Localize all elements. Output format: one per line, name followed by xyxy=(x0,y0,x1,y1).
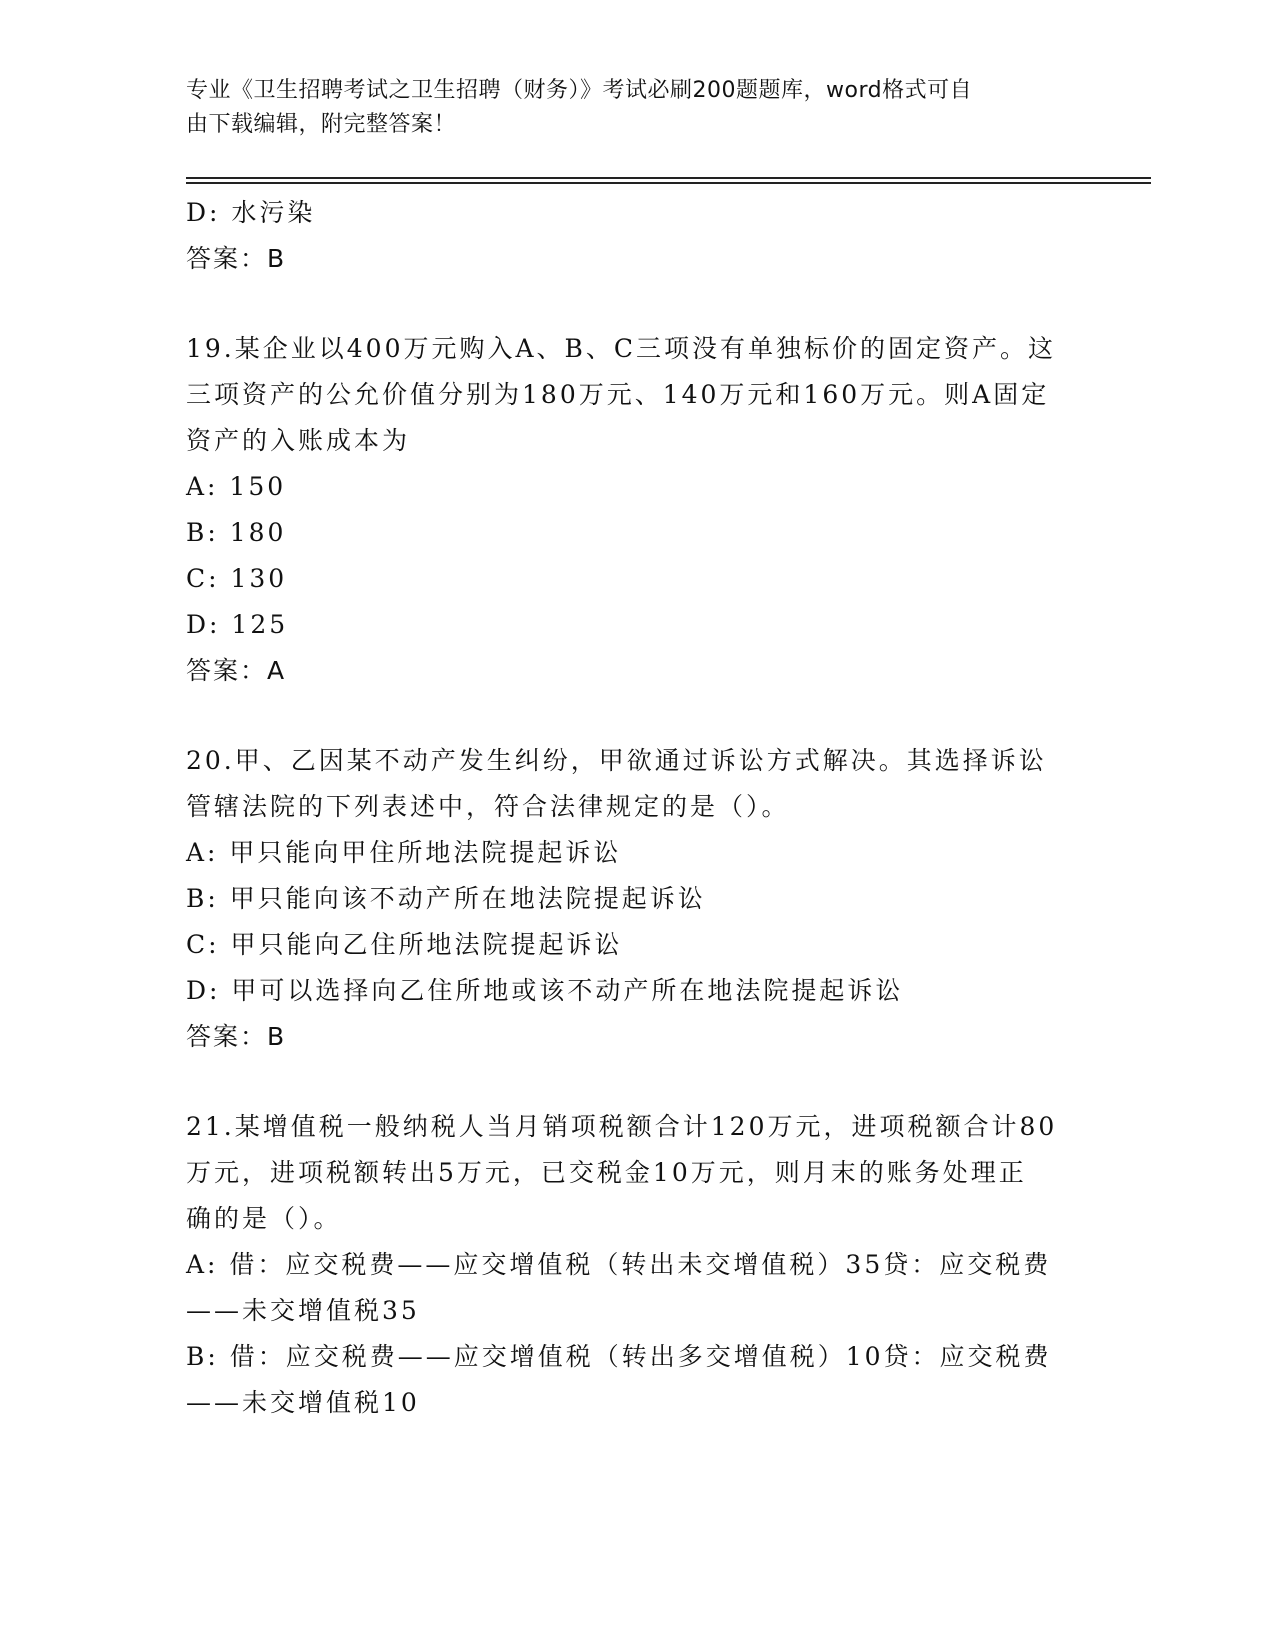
q21-stem-line-2: 万元，进项税额转出5万元，已交税金10万元，则月末的账务处理正 xyxy=(186,1158,1027,1187)
header-divider-top xyxy=(186,177,1151,179)
q21-option-b-line-1: B: 借：应交税费——应交增值税（转出多交增值税）10贷：应交税费 xyxy=(186,1342,1052,1371)
question-content xyxy=(186,190,1086,1426)
header-divider-bottom xyxy=(186,182,1151,184)
spacer xyxy=(186,282,1086,326)
prev-option-d: D: 水污染 xyxy=(186,198,316,227)
spacer xyxy=(186,694,1086,738)
q20-option-d: D: 甲可以选择向乙住所地或该不动产所在地法院提起诉讼 xyxy=(186,976,904,1005)
q20-option-c: C: 甲只能向乙住所地法院提起诉讼 xyxy=(186,930,623,959)
q20-answer: 答案：B xyxy=(186,1022,287,1051)
q19-option-c: C: 130 xyxy=(186,564,288,593)
q20-stem-line-2: 管辖法院的下列表述中，符合法律规定的是（）。 xyxy=(186,792,790,821)
spacer xyxy=(186,1060,1086,1104)
q19-stem-line-1: 19.某企业以400万元购入A、B、C三项没有单独标价的固定资产。这 xyxy=(186,334,1057,363)
q19-option-b: B: 180 xyxy=(186,518,287,547)
q19-stem-line-3: 资产的入账成本为 xyxy=(186,426,411,455)
q19-option-d: D: 125 xyxy=(186,610,289,639)
q19-option-a: A: 150 xyxy=(186,472,287,501)
prev-answer: 答案：B xyxy=(186,244,287,273)
header-line-2: 由下载编辑，附完整答案！ xyxy=(186,112,457,137)
q19-answer: 答案：A xyxy=(186,656,287,685)
q19-stem-line-2: 三项资产的公允价值分别为180万元、140万元和160万元。则A固定 xyxy=(186,380,1050,409)
header-line-1: 专业《卫生招聘考试之卫生招聘（财务）》考试必刷200题题库，word格式可自 xyxy=(186,78,973,103)
q20-stem-line-1: 20.甲、乙因某不动产发生纠纷，甲欲通过诉讼方式解决。其选择诉讼 xyxy=(186,746,1047,775)
page-header xyxy=(186,74,1066,142)
q21-option-a-line-1: A: 借：应交税费——应交增值税（转出未交增值税）35贷：应交税费 xyxy=(186,1250,1052,1279)
q21-stem-line-1: 21.某增值税一般纳税人当月销项税额合计120万元，进项税额合计80 xyxy=(186,1112,1058,1141)
q20-option-a: A: 甲只能向甲住所地法院提起诉讼 xyxy=(186,838,622,867)
q20-option-b: B: 甲只能向该不动产所在地法院提起诉讼 xyxy=(186,884,706,913)
q21-option-b-line-2: ——未交增值税10 xyxy=(186,1388,420,1417)
q21-option-a-line-2: ——未交增值税35 xyxy=(186,1296,420,1325)
q21-stem-line-3: 确的是（）。 xyxy=(186,1204,342,1233)
